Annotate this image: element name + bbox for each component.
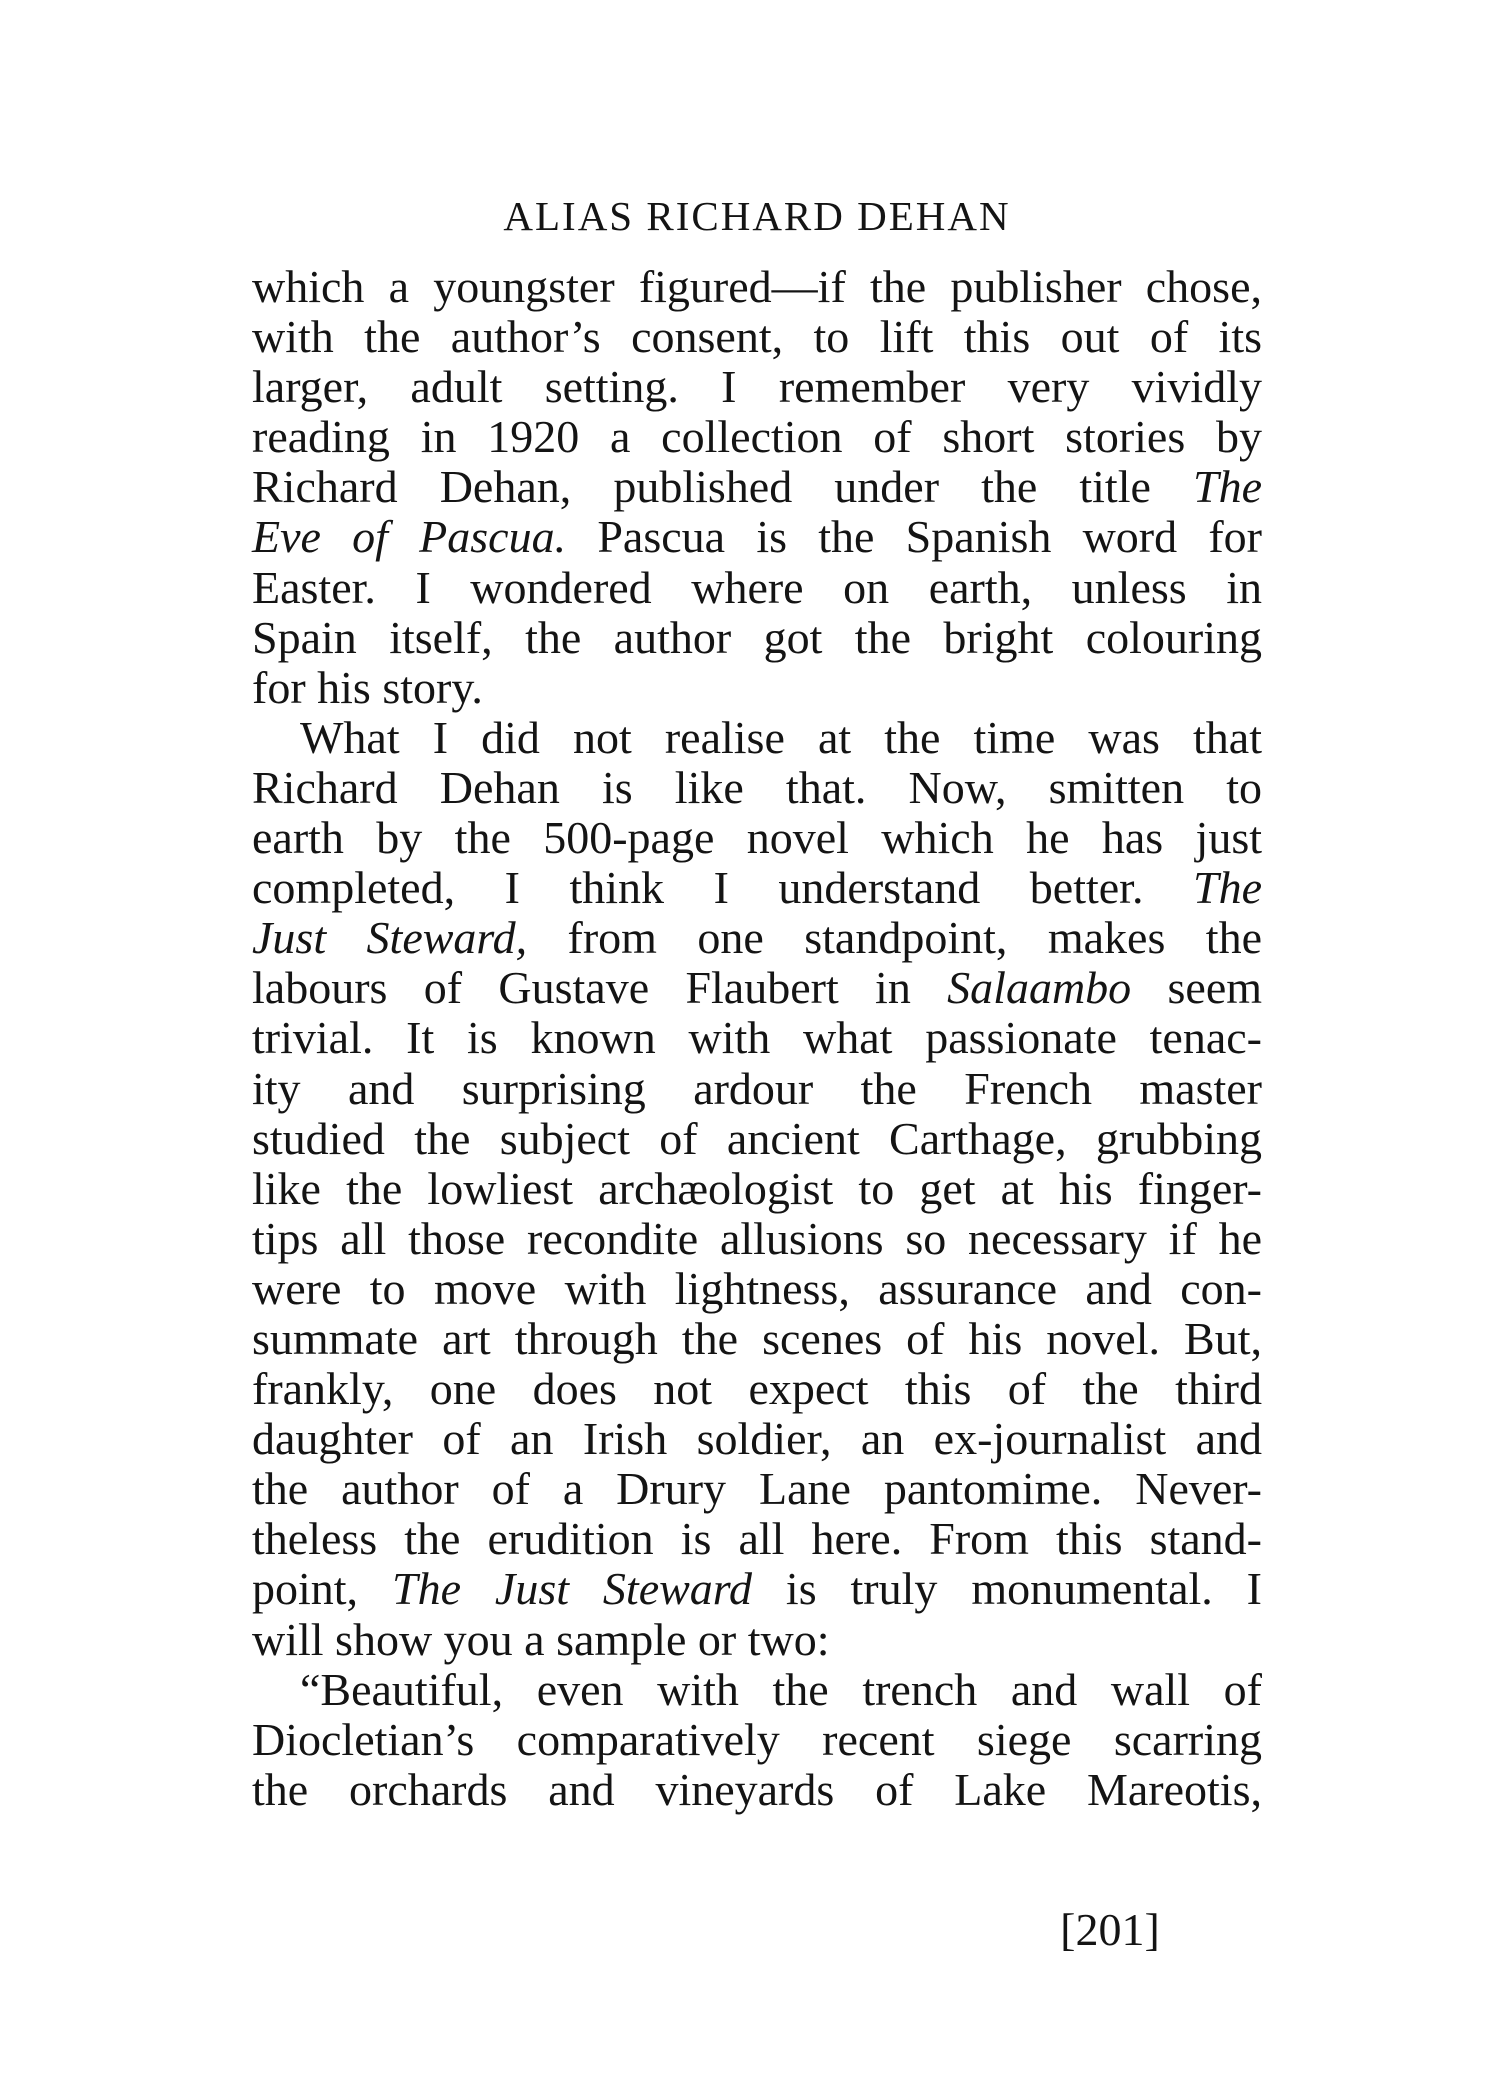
text-line: completed, I think I understand better. The [252, 862, 1262, 914]
text-line: which a youngster figured—if the publisher chose, [252, 261, 1262, 312]
text-line: “Beautiful, even with the trench and wall of [300, 1663, 1262, 1715]
text-line: What I did not realise at the time was that [300, 711, 1262, 763]
page-number: [201] [1060, 1904, 1160, 1955]
text-line: were to move with lightness, assurance and con- [252, 1262, 1262, 1314]
text-line: reading in 1920 a collection of short stories by [252, 411, 1262, 463]
text-line: ity and surprising ardour the French master [252, 1062, 1262, 1114]
text-line: the author of a Drury Lane pantomime. Never- [252, 1463, 1262, 1515]
text-line: Richard Dehan, published under the title The [252, 461, 1262, 513]
text-line: trivial. It is known with what passionate tenac- [252, 1012, 1262, 1064]
body-text [252, 262, 1262, 1815]
text-line: Diocletian’s comparatively recent siege scarring [252, 1713, 1262, 1765]
text-line: point, The Just Steward is truly monumental. I [252, 1563, 1263, 1615]
running-head: ALIAS RICHARD DEHAN [503, 193, 1011, 239]
text-line: frankly, one does not expect this of the third [252, 1363, 1262, 1415]
text-line: with the author’s consent, to lift this out of its [252, 311, 1262, 363]
text-line: summate art through the scenes of his novel. But, [252, 1312, 1262, 1364]
text-line: for his story. [252, 661, 483, 713]
text-line: theless the erudition is all here. From this stand- [252, 1513, 1262, 1565]
text-line: daughter of an Irish soldier, an ex-journalist and [252, 1413, 1262, 1465]
text-line: larger, adult setting. I remember very vividly [252, 361, 1262, 413]
text-line: studied the subject of ancient Carthage, grubbing [252, 1112, 1262, 1164]
text-line: Eve of Pascua. Pascua is the Spanish word for [252, 511, 1262, 563]
text-line: Spain itself, the author got the bright colouring [252, 611, 1262, 663]
text-line: earth by the 500-page novel which he has just [252, 812, 1262, 864]
text-line: Richard Dehan is like that. Now, smitten to [252, 761, 1262, 813]
text-line: Easter. I wondered where on earth, unless in [252, 561, 1262, 613]
text-line: tips all those recondite allusions so necessary if he [252, 1212, 1262, 1264]
text-line: the orchards and vineyards of Lake Mareotis, [252, 1763, 1262, 1815]
text-line: like the lowliest archæologist to get at his finger- [252, 1162, 1262, 1214]
text-line: Just Steward, from one standpoint, makes the [252, 912, 1262, 964]
text-line: labours of Gustave Flaubert in Salaambo seem [252, 962, 1263, 1014]
text-line: will show you a sample or two: [252, 1613, 830, 1665]
